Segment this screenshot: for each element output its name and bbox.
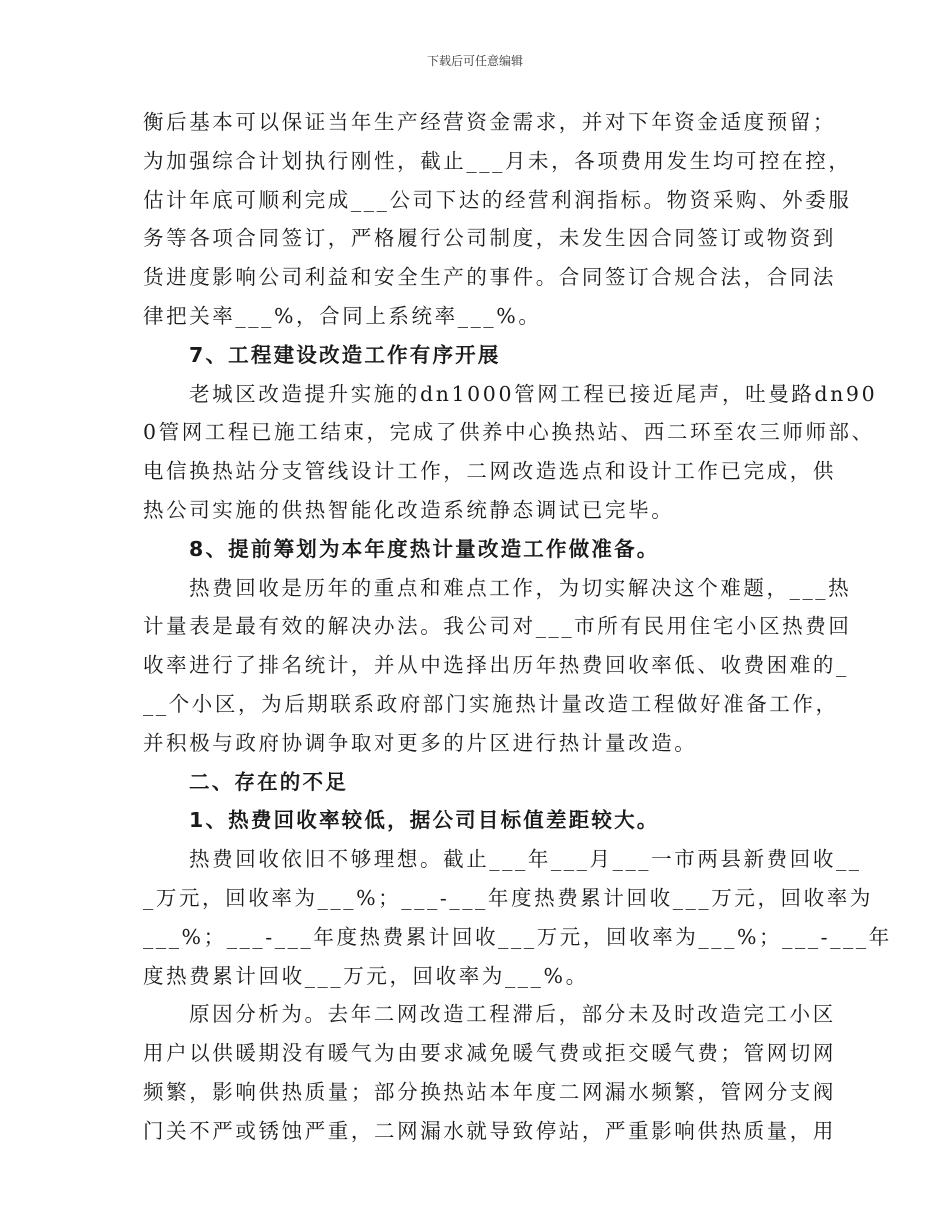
paragraph-line: 为加强综合计划执行刚性，截止___月未，各项费用发生均可控在控， bbox=[143, 148, 852, 173]
paragraph-line: 电信换热站分支管线设计工作，二网改造选点和设计工作已完成，供 bbox=[143, 459, 836, 484]
paragraph-line: 热费回收是历年的重点和难点工作，为切实解决这个难题，___热 bbox=[189, 575, 852, 600]
page-header: 下载后可任意编辑 bbox=[426, 54, 523, 68]
paragraph-line: 0管网工程已施工结束，完成了供养中心换热站、西二环至农三师师部、 bbox=[143, 420, 875, 445]
paragraph-line: 收率进行了排名统计，并从中选择出历年热费回收率低、收费困难的_ bbox=[143, 653, 849, 678]
paragraph-line: 度热费累计回收___万元，回收率为___%。 bbox=[143, 963, 589, 988]
paragraph-line: 衡后基本可以保证当年生产经营资金需求，并对下年资金适度预留； bbox=[143, 110, 836, 134]
paragraph-line: 热费回收依旧不够理想。截止___年___月___一市两县新费回收__ bbox=[189, 847, 862, 872]
paragraph-line: 老城区改造提升实施的dn1000管网工程已接近尾声，吐曼路dn90 bbox=[189, 381, 878, 406]
section-heading: 二、存在的不足 bbox=[189, 769, 348, 794]
section-heading: 1、热费回收率较低，据公司目标值差距较大。 bbox=[189, 808, 660, 833]
paragraph-line: 计量表是最有效的解决办法。我公司对___市所有民用住宅小区热费回 bbox=[143, 614, 852, 639]
section-heading: 8、提前筹划为本年度热计量改造工作做准备。 bbox=[189, 536, 660, 561]
paragraph-line: ___%；___-___年度热费累计回收___万元，回收率为___%；___-___年 bbox=[143, 924, 892, 949]
paragraph-line: _万元，回收率为___%；___-___年度热费累计回收___万元，回收率为 bbox=[143, 886, 873, 910]
paragraph-line: 热公司实施的供热智能化改造系统静态调试已完毕。 bbox=[143, 498, 675, 522]
paragraph-line: 务等各项合同签订，严格履行公司制度，未发生因合同签订或物资到 bbox=[143, 226, 836, 251]
paragraph-line: 并积极与政府协调争取对更多的片区进行热计量改造。 bbox=[143, 730, 698, 755]
paragraph-line: __个小区，为后期联系政府部门实施热计量改造工程做好准备工作， bbox=[143, 692, 839, 716]
paragraph-line: 律把关率___%，合同上系统率___%。 bbox=[143, 304, 542, 328]
paragraph-line: 门关不严或锈蚀严重，二网漏水就导致停站，严重影响供热质量，用 bbox=[143, 1118, 836, 1143]
paragraph-line: 原因分析为。去年二网改造工程滞后，部分未及时改造完工小区 bbox=[189, 1002, 836, 1027]
paragraph-line: 估计年底可顺利完成___公司下达的经营利润指标。物资采购、外委服 bbox=[143, 187, 852, 212]
paragraph-line: 频繁，影响供热质量；部分换热站本年度二网漏水频繁，管网分支阀 bbox=[143, 1080, 836, 1104]
section-heading: 7、工程建设改造工作有序开展 bbox=[189, 342, 501, 367]
paragraph-line: 货进度影响公司利益和安全生产的事件。合同签订合规合法，合同法 bbox=[143, 265, 836, 290]
paragraph-line: 用户以供暖期没有暖气为由要求减免暖气费或拒交暖气费；管网切网 bbox=[143, 1041, 836, 1066]
